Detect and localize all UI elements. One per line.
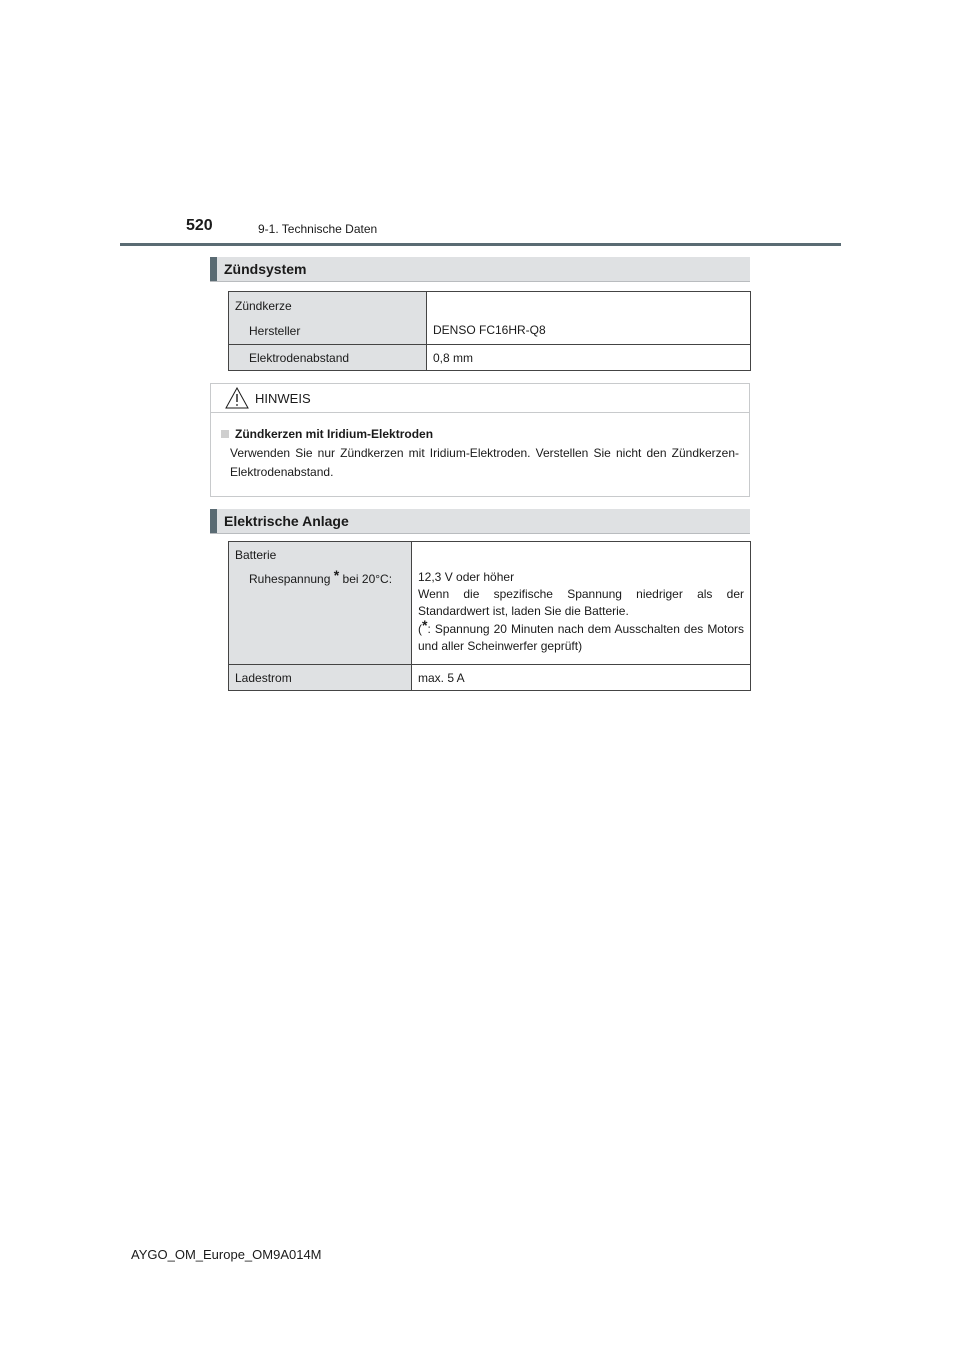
- section-heading-ignition: [210, 257, 750, 282]
- footnote-paren: (: [418, 622, 422, 636]
- table-row: [229, 345, 751, 371]
- asterisk-mark: *: [422, 617, 428, 633]
- notice-header: [211, 384, 749, 413]
- section-heading-bar: [210, 509, 217, 533]
- table-row: [229, 292, 751, 345]
- notice-title-text: Zündkerzen mit Iridium-Elektroden: [235, 427, 434, 441]
- table-value-cell: [427, 292, 751, 345]
- key-charge-current: Ladestrom: [229, 665, 412, 691]
- notice-title: [221, 425, 739, 444]
- value-rest-voltage-footnote: [418, 617, 744, 655]
- key-rest-voltage-temp: bei 20°C:: [342, 572, 393, 586]
- footer-doc-id: AYGO_OM_Europe_OM9A014M: [131, 1247, 322, 1262]
- notice-box: [210, 383, 750, 497]
- section-heading-text: Elektrische Anlage: [224, 513, 349, 529]
- table-row: [229, 665, 751, 691]
- section-heading-text: Zündsystem: [224, 261, 307, 277]
- notice-body: [211, 413, 749, 482]
- value-rest-voltage-note: Wenn die spezifische Spannung niedriger als der Standardwert ist, laden Sie die Batterie.: [418, 587, 744, 618]
- table-key-cell: [229, 542, 412, 665]
- group-label: Batterie: [235, 548, 277, 562]
- value-rest-voltage: 12,3 V oder höher: [418, 570, 515, 584]
- key-electrode-gap: Elektrodenabstand: [249, 350, 350, 365]
- value-charge-current: max. 5 A: [412, 665, 751, 691]
- section-heading-electrical: [210, 509, 750, 534]
- notice-text: Verwenden Sie nur Zündkerzen mit Iridium-Elektroden. Verstellen Sie nicht den Zündkerzen-Elektrodenabstand.: [230, 446, 739, 479]
- key-rest-voltage-text: Ruhespannung: [249, 572, 331, 586]
- table-value-cell: [412, 542, 751, 665]
- electrical-spec-table: [228, 541, 751, 691]
- footnote-text: : Spannung 20 Minuten nach dem Ausschalten des Motors und aller Scheinwerfer geprüft): [418, 622, 744, 653]
- value-electrode-gap: 0,8 mm: [427, 345, 751, 371]
- page-number: 520: [186, 217, 213, 234]
- ignition-spec-table: [228, 291, 751, 371]
- table-key-cell: [229, 345, 427, 371]
- notice-label: HINWEIS: [255, 390, 311, 406]
- section-heading-bar: [210, 257, 217, 281]
- header-rule: [120, 243, 841, 246]
- key-manufacturer: Hersteller: [249, 323, 301, 338]
- group-label: Zündkerze: [235, 298, 292, 313]
- asterisk-mark: *: [333, 567, 340, 583]
- warning-triangle-icon: [225, 387, 249, 409]
- key-rest-voltage: [235, 567, 405, 587]
- table-key-cell: [229, 292, 427, 345]
- chapter-title: 9-1. Technische Daten: [258, 222, 378, 236]
- value-manufacturer: DENSO FC16HR-Q8: [433, 323, 546, 337]
- table-row: [229, 542, 751, 665]
- bullet-square-icon: [221, 430, 229, 438]
